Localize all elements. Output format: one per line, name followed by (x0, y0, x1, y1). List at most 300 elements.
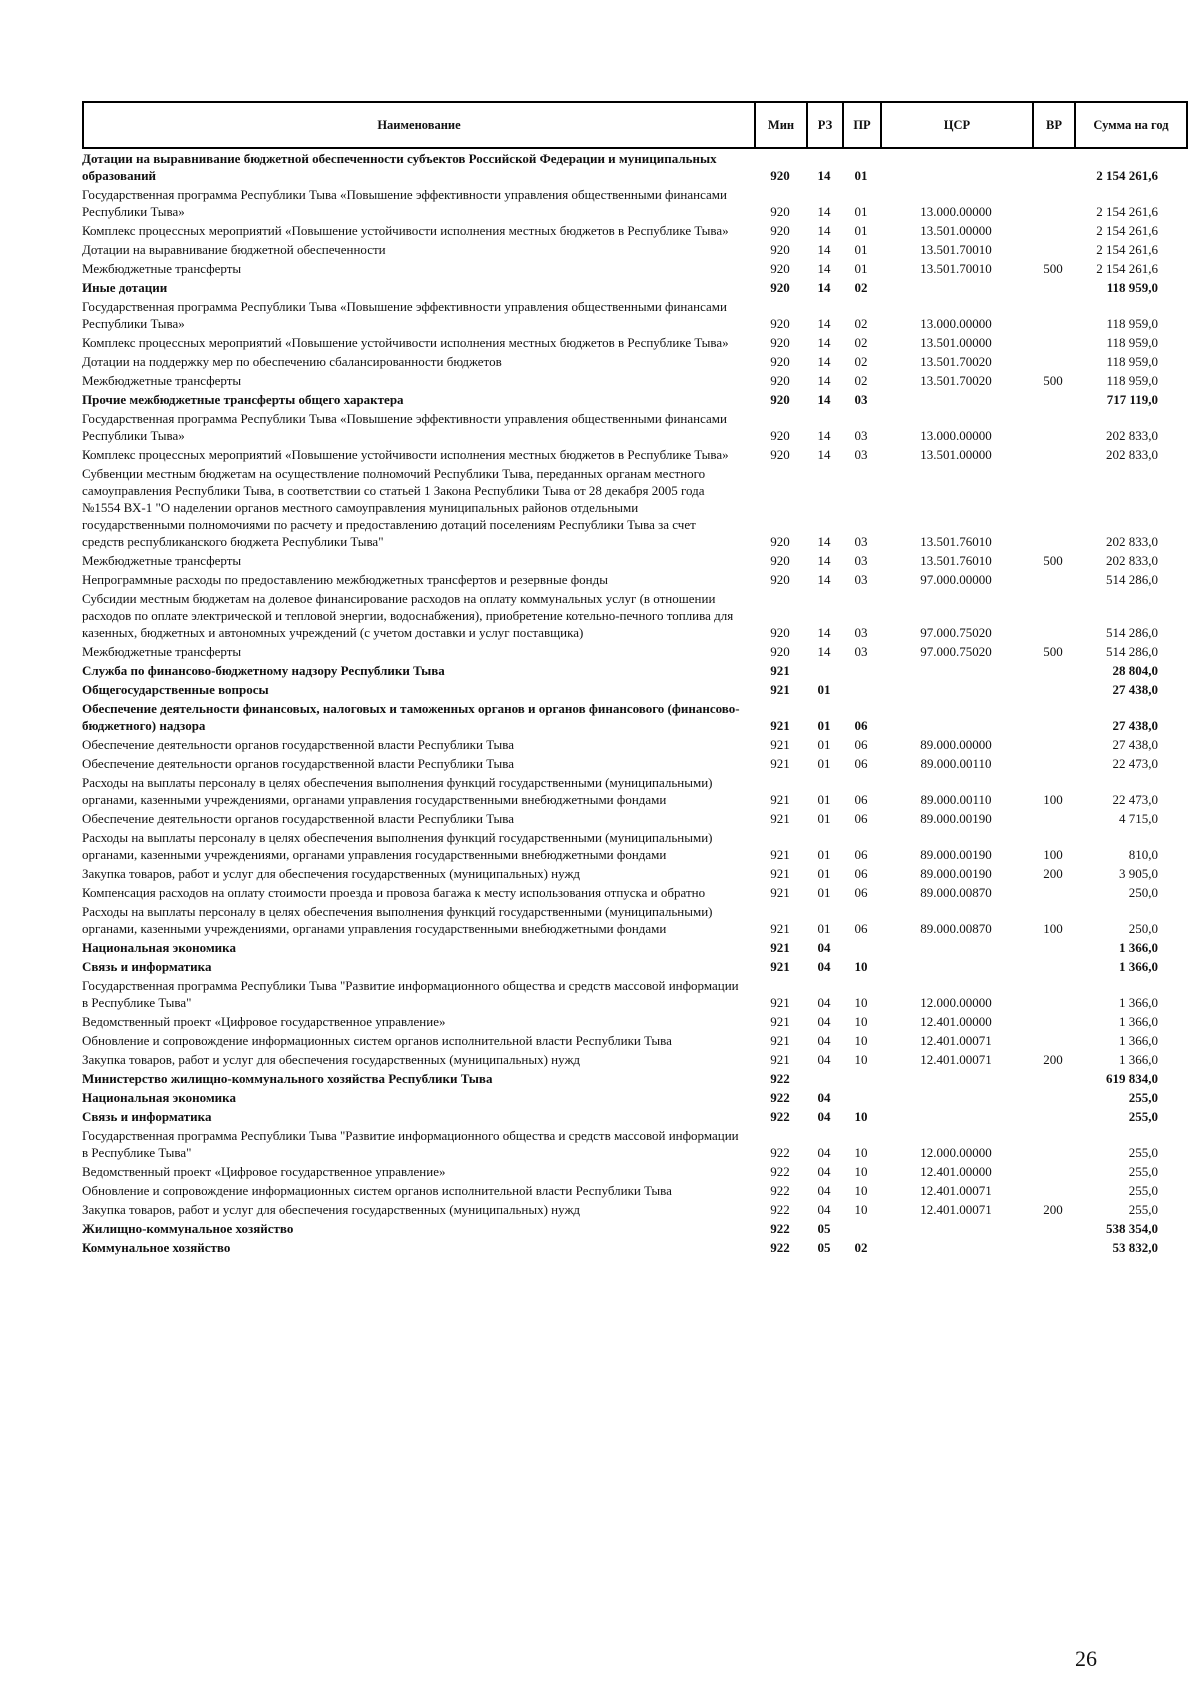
table-row (82, 884, 1186, 903)
cell-name: Комплекс процессных мероприятий «Повышение устойчивости исполнения местных бюджетов в Республике Тыва» (82, 335, 729, 350)
cell-pr: 10 (854, 1183, 868, 1198)
cell-rz: 14 (817, 373, 831, 388)
cell-min: 921 (770, 885, 790, 900)
cell-min: 922 (770, 1221, 790, 1236)
cell-sum: 202 833,0 (1106, 428, 1158, 443)
table-row (82, 1182, 1186, 1201)
cell-rz: 01 (817, 811, 831, 826)
cell-name: Прочие межбюджетные трансферты общего характера (82, 392, 404, 407)
cell-pr: 02 (854, 316, 868, 331)
cell-sum: 255,0 (1128, 1164, 1158, 1179)
cell-rz: 05 (817, 1240, 831, 1255)
cell-csr: 13.501.00000 (920, 447, 992, 462)
cell-sum: 118 959,0 (1106, 280, 1158, 295)
table-row (82, 372, 1186, 391)
table-row (82, 1127, 1186, 1163)
cell-pr: 06 (854, 885, 868, 900)
cell-min: 920 (770, 428, 790, 443)
cell-rz: 04 (817, 1202, 831, 1217)
table-row (82, 939, 1186, 958)
cell-pr: 10 (854, 1052, 868, 1067)
cell-sum: 2 154 261,6 (1096, 204, 1158, 219)
cell-name: Компенсация расходов на оплату стоимости проезда и провоза багажа к месту использования отпуска и обратно (82, 885, 706, 900)
cell-min: 920 (770, 572, 790, 587)
cell-min: 921 (770, 1033, 790, 1048)
cell-rz: 14 (817, 204, 831, 219)
cell-pr: 02 (854, 354, 868, 369)
cell-sum: 514 286,0 (1106, 572, 1158, 587)
cell-min: 921 (770, 718, 790, 733)
cell-min: 920 (770, 392, 790, 407)
cell-sum: 1 366,0 (1119, 1052, 1158, 1067)
cell-min: 921 (770, 1052, 790, 1067)
table-row (82, 681, 1186, 700)
cell-sum: 4 715,0 (1119, 811, 1158, 826)
cell-min: 920 (770, 447, 790, 462)
cell-min: 920 (770, 553, 790, 568)
cell-name: Расходы на выплаты персоналу в целях обеспечения выполнения функций государственными (муниципальными) органами, казенными учреждениями, органами управления государственными внебюджетными фондами (82, 830, 713, 862)
cell-min: 922 (770, 1145, 790, 1160)
cell-pr: 10 (854, 1014, 868, 1029)
cell-sum: 255,0 (1128, 1090, 1158, 1105)
table-row (82, 222, 1186, 241)
cell-pr: 03 (854, 625, 868, 640)
cell-sum: 619 834,0 (1106, 1071, 1158, 1086)
cell-name: Субвенции местным бюджетам на осуществление полномочий Республики Тыва, переданных органам местного самоуправления Республики Тыва, в соответствии со статьей 1 Закона Республики Тыва от 28 декабря 2005 года №1554 ВХ-1 "О наделении органов местного самоуправления муниципальных районов отдельными государственными полномочиями по расчету и предоставлению дотаций поселениям Республики Тыва за счет средств республиканского бюджета Республики Тыва" (82, 466, 706, 549)
cell-csr: 13.501.76010 (920, 534, 992, 549)
table-row (82, 1201, 1186, 1220)
cell-csr: 12.401.00071 (920, 1052, 992, 1067)
cell-min: 921 (770, 847, 790, 862)
cell-rz: 14 (817, 572, 831, 587)
cell-pr: 03 (854, 447, 868, 462)
cell-csr: 13.000.00000 (920, 316, 992, 331)
cell-rz: 04 (817, 1090, 831, 1105)
table-row (82, 571, 1186, 590)
cell-rz: 01 (817, 792, 831, 807)
cell-name: Закупка товаров, работ и услуг для обеспечения государственных (муниципальных) нужд (82, 1052, 581, 1067)
table-row (82, 353, 1186, 372)
cell-vr: 100 (1043, 847, 1063, 862)
cell-rz: 14 (817, 392, 831, 407)
cell-rz: 01 (817, 756, 831, 771)
cell-name: Межбюджетные трансферты (82, 644, 242, 659)
cell-name: Государственная программа Республики Тыва "Развитие информационного общества и средств массовой информации в Республике Тыва" (82, 1128, 739, 1160)
cell-rz: 01 (817, 866, 831, 881)
cell-rz: 14 (817, 553, 831, 568)
cell-pr: 06 (854, 737, 868, 752)
cell-pr: 06 (854, 811, 868, 826)
cell-sum: 1 366,0 (1119, 1014, 1158, 1029)
cell-rz: 04 (817, 1183, 831, 1198)
cell-min: 922 (770, 1071, 790, 1086)
cell-vr: 500 (1043, 644, 1063, 659)
cell-name: Государственная программа Республики Тыва "Развитие информационного общества и средств массовой информации в Республике Тыва" (82, 978, 739, 1010)
cell-min: 921 (770, 737, 790, 752)
cell-name: Обеспечение деятельности финансовых, налоговых и таможенных органов и органов финансового (финансово-бюджетного) надзора (82, 701, 740, 733)
table-row (82, 465, 1186, 552)
cell-name: Межбюджетные трансферты (82, 261, 242, 276)
table-row (82, 903, 1186, 939)
table-header (82, 101, 1188, 149)
cell-sum: 118 959,0 (1106, 373, 1158, 388)
cell-vr: 100 (1043, 921, 1063, 936)
cell-name: Министерство жилищно-коммунального хозяйства Республики Тыва (82, 1071, 493, 1086)
table-row (82, 1239, 1186, 1258)
cell-name: Расходы на выплаты персоналу в целях обеспечения выполнения функций государственными (муниципальными) органами, казенными учреждениями, органами управления государственными внебюджетными фондами (82, 775, 713, 807)
cell-csr: 89.000.00110 (920, 792, 992, 807)
cell-rz: 14 (817, 280, 831, 295)
cell-name: Комплекс процессных мероприятий «Повышение устойчивости исполнения местных бюджетов в Республике Тыва» (82, 223, 729, 238)
header-vr: ВР (1033, 102, 1075, 148)
cell-vr: 500 (1043, 553, 1063, 568)
cell-rz: 04 (817, 1052, 831, 1067)
table-row (82, 410, 1186, 446)
table-body (82, 150, 1186, 1258)
cell-rz: 05 (817, 1221, 831, 1236)
table-row (82, 1013, 1186, 1032)
cell-vr: 200 (1043, 866, 1063, 881)
cell-pr: 03 (854, 392, 868, 407)
table-row (82, 1108, 1186, 1127)
cell-rz: 14 (817, 534, 831, 549)
cell-rz: 01 (817, 737, 831, 752)
cell-min: 922 (770, 1202, 790, 1217)
cell-name: Государственная программа Республики Тыва «Повышение эффективности управления общественными финансами Республики Тыва» (82, 411, 727, 443)
cell-sum: 3 905,0 (1119, 866, 1158, 881)
cell-sum: 22 473,0 (1112, 792, 1158, 807)
cell-name: Коммунальное хозяйство (82, 1240, 231, 1255)
table-row (82, 298, 1186, 334)
cell-pr: 06 (854, 756, 868, 771)
table-row (82, 755, 1186, 774)
cell-min: 921 (770, 792, 790, 807)
cell-name: Комплекс процессных мероприятий «Повышение устойчивости исполнения местных бюджетов в Республике Тыва» (82, 447, 729, 462)
cell-name: Ведомственный проект «Цифровое государственное управление» (82, 1164, 446, 1179)
cell-min: 921 (770, 866, 790, 881)
cell-sum: 255,0 (1128, 1202, 1158, 1217)
cell-rz: 04 (817, 1164, 831, 1179)
cell-rz: 14 (817, 447, 831, 462)
cell-rz: 04 (817, 940, 831, 955)
cell-pr: 01 (854, 168, 868, 183)
cell-sum: 202 833,0 (1106, 553, 1158, 568)
table-row (82, 1220, 1186, 1239)
cell-pr: 10 (854, 959, 868, 974)
table-row (82, 810, 1186, 829)
cell-name: Дотации на поддержку мер по обеспечению сбалансированности бюджетов (82, 354, 502, 369)
cell-name: Иные дотации (82, 280, 168, 295)
cell-name: Обеспечение деятельности органов государственной власти Республики Тыва (82, 737, 514, 752)
cell-name: Межбюджетные трансферты (82, 373, 242, 388)
cell-min: 922 (770, 1183, 790, 1198)
cell-sum: 53 832,0 (1112, 1240, 1158, 1255)
table-row (82, 241, 1186, 260)
cell-csr: 12.401.00000 (920, 1164, 992, 1179)
cell-csr: 12.401.00071 (920, 1202, 992, 1217)
cell-rz: 01 (817, 718, 831, 733)
cell-pr: 02 (854, 335, 868, 350)
cell-pr: 01 (854, 261, 868, 276)
cell-min: 920 (770, 261, 790, 276)
cell-min: 920 (770, 625, 790, 640)
cell-pr: 01 (854, 204, 868, 219)
cell-name: Дотации на выравнивание бюджетной обеспеченности (82, 242, 386, 257)
cell-csr: 13.501.76010 (920, 553, 992, 568)
cell-sum: 202 833,0 (1106, 447, 1158, 462)
cell-pr: 10 (854, 1164, 868, 1179)
cell-sum: 1 366,0 (1119, 1033, 1158, 1048)
table-row (82, 700, 1186, 736)
table-row (82, 260, 1186, 279)
page-number: 26 (1075, 1646, 1097, 1671)
cell-sum: 27 438,0 (1112, 718, 1158, 733)
cell-sum: 118 959,0 (1106, 335, 1158, 350)
cell-csr: 89.000.00870 (920, 921, 992, 936)
cell-name: Национальная экономика (82, 1090, 236, 1105)
cell-csr: 12.401.00071 (920, 1183, 992, 1198)
cell-sum: 27 438,0 (1112, 737, 1158, 752)
cell-min: 920 (770, 335, 790, 350)
table-row (82, 552, 1186, 571)
table-row (82, 334, 1186, 353)
cell-rz: 01 (817, 682, 831, 697)
cell-name: Субсидии местным бюджетам на долевое финансирование расходов на оплату коммунальных услуг (в отношении расходов по оплате электрической и тепловой энергии, водоснабжения), приобретение котельно-печного топлива для казенных, бюджетных и автономных учреждений (с учетом доставки и услуг поставщика) (82, 591, 734, 640)
cell-csr: 89.000.00000 (920, 737, 992, 752)
cell-csr: 97.000.75020 (920, 625, 992, 640)
cell-pr: 10 (854, 1202, 868, 1217)
cell-name: Ведомственный проект «Цифровое государственное управление» (82, 1014, 446, 1029)
cell-csr: 12.401.00071 (920, 1033, 992, 1048)
cell-min: 921 (770, 663, 790, 678)
cell-rz: 04 (817, 1145, 831, 1160)
cell-rz: 14 (817, 261, 831, 276)
cell-rz: 04 (817, 959, 831, 974)
cell-vr: 200 (1043, 1052, 1063, 1067)
cell-name: Расходы на выплаты персоналу в целях обеспечения выполнения функций государственными (муниципальными) органами, казенными учреждениями, органами управления государственными внебюджетными фондами (82, 904, 713, 936)
cell-csr: 89.000.00190 (920, 866, 992, 881)
cell-rz: 14 (817, 168, 831, 183)
table-row (82, 279, 1186, 298)
cell-sum: 514 286,0 (1106, 625, 1158, 640)
table-row (82, 1051, 1186, 1070)
table-row (82, 1163, 1186, 1182)
cell-sum: 118 959,0 (1106, 316, 1158, 331)
cell-name: Обеспечение деятельности органов государственной власти Республики Тыва (82, 756, 514, 771)
cell-name: Служба по финансово-бюджетному надзору Республики Тыва (82, 663, 445, 678)
header-csr: ЦСР (881, 102, 1033, 148)
cell-min: 920 (770, 534, 790, 549)
cell-min: 920 (770, 644, 790, 659)
cell-min: 922 (770, 1109, 790, 1124)
cell-csr: 97.000.00000 (920, 572, 992, 587)
cell-csr: 13.000.00000 (920, 204, 992, 219)
cell-min: 920 (770, 223, 790, 238)
cell-min: 921 (770, 682, 790, 697)
cell-pr: 06 (854, 718, 868, 733)
table-row (82, 774, 1186, 810)
cell-min: 920 (770, 354, 790, 369)
cell-sum: 2 154 261,6 (1096, 261, 1158, 276)
cell-pr: 02 (854, 1240, 868, 1255)
cell-name: Непрограммные расходы по предоставлению межбюджетных трансфертов и резервные фонды (82, 572, 608, 587)
cell-rz: 14 (817, 428, 831, 443)
table-row (82, 391, 1186, 410)
table-row (82, 662, 1186, 681)
cell-min: 921 (770, 756, 790, 771)
cell-rz: 01 (817, 885, 831, 900)
header-sum: Сумма на год (1075, 102, 1187, 148)
table-row (82, 150, 1186, 186)
cell-csr: 12.000.00000 (920, 995, 992, 1010)
cell-name: Связь и информатика (82, 959, 212, 974)
table-row (82, 829, 1186, 865)
cell-rz: 04 (817, 995, 831, 1010)
cell-sum: 250,0 (1128, 921, 1158, 936)
cell-pr: 10 (854, 1033, 868, 1048)
cell-min: 921 (770, 940, 790, 955)
cell-sum: 118 959,0 (1106, 354, 1158, 369)
cell-name: Жилищно-коммунальное хозяйство (82, 1221, 294, 1236)
cell-csr: 13.501.70010 (920, 242, 992, 257)
cell-sum: 810,0 (1128, 847, 1158, 862)
cell-min: 921 (770, 811, 790, 826)
cell-pr: 06 (854, 792, 868, 807)
header-name: Наименование (83, 102, 755, 148)
cell-rz: 14 (817, 223, 831, 238)
cell-pr: 02 (854, 373, 868, 388)
cell-name: Обновление и сопровождение информационных систем органов исполнительной власти Республики Тыва (82, 1033, 672, 1048)
table-row (82, 1032, 1186, 1051)
cell-min: 920 (770, 242, 790, 257)
cell-name: Обеспечение деятельности органов государственной власти Республики Тыва (82, 811, 514, 826)
cell-pr: 03 (854, 428, 868, 443)
cell-name: Закупка товаров, работ и услуг для обеспечения государственных (муниципальных) нужд (82, 1202, 581, 1217)
cell-name: Общегосударственные вопросы (82, 682, 269, 697)
cell-pr: 02 (854, 280, 868, 295)
header-pr: ПР (843, 102, 881, 148)
cell-csr: 13.000.00000 (920, 428, 992, 443)
cell-sum: 1 366,0 (1119, 995, 1158, 1010)
cell-sum: 1 366,0 (1119, 959, 1158, 974)
cell-vr: 200 (1043, 1202, 1063, 1217)
cell-name: Дотации на выравнивание бюджетной обеспеченности субъектов Российской Федерации и муниципальных образований (82, 151, 717, 183)
cell-csr: 12.401.00000 (920, 1014, 992, 1029)
cell-min: 922 (770, 1164, 790, 1179)
cell-rz: 14 (817, 625, 831, 640)
table-row (82, 643, 1186, 662)
cell-sum: 2 154 261,6 (1096, 168, 1158, 183)
cell-pr: 10 (854, 1109, 868, 1124)
cell-sum: 1 366,0 (1119, 940, 1158, 955)
table-row (82, 736, 1186, 755)
table-row (82, 186, 1186, 222)
cell-sum: 538 354,0 (1106, 1221, 1158, 1236)
cell-pr: 03 (854, 553, 868, 568)
cell-rz: 14 (817, 316, 831, 331)
cell-csr: 89.000.00870 (920, 885, 992, 900)
cell-pr: 06 (854, 866, 868, 881)
cell-pr: 03 (854, 534, 868, 549)
cell-rz: 04 (817, 1033, 831, 1048)
cell-pr: 10 (854, 1145, 868, 1160)
table-row (82, 1089, 1186, 1108)
cell-vr: 500 (1043, 373, 1063, 388)
cell-csr: 13.501.70010 (920, 261, 992, 276)
cell-pr: 06 (854, 921, 868, 936)
cell-pr: 03 (854, 572, 868, 587)
cell-csr: 89.000.00190 (920, 811, 992, 826)
table-row (82, 977, 1186, 1013)
cell-name: Государственная программа Республики Тыва «Повышение эффективности управления общественными финансами Республики Тыва» (82, 299, 727, 331)
cell-rz: 14 (817, 242, 831, 257)
cell-rz: 14 (817, 644, 831, 659)
cell-sum: 717 119,0 (1106, 392, 1158, 407)
cell-sum: 2 154 261,6 (1096, 242, 1158, 257)
cell-csr: 12.000.00000 (920, 1145, 992, 1160)
cell-sum: 202 833,0 (1106, 534, 1158, 549)
cell-sum: 27 438,0 (1112, 682, 1158, 697)
cell-rz: 14 (817, 354, 831, 369)
cell-csr: 13.501.00000 (920, 223, 992, 238)
cell-name: Закупка товаров, работ и услуг для обеспечения государственных (муниципальных) нужд (82, 866, 581, 881)
cell-name: Национальная экономика (82, 940, 236, 955)
table-row (82, 958, 1186, 977)
cell-pr: 01 (854, 242, 868, 257)
cell-sum: 514 286,0 (1106, 644, 1158, 659)
cell-min: 921 (770, 995, 790, 1010)
cell-sum: 2 154 261,6 (1096, 223, 1158, 238)
cell-min: 922 (770, 1090, 790, 1105)
header-min: Мин (755, 102, 807, 148)
cell-name: Государственная программа Республики Тыва «Повышение эффективности управления общественными финансами Республики Тыва» (82, 187, 727, 219)
cell-min: 921 (770, 921, 790, 936)
cell-sum: 250,0 (1128, 885, 1158, 900)
cell-rz: 04 (817, 1109, 831, 1124)
cell-vr: 500 (1043, 261, 1063, 276)
cell-min: 920 (770, 280, 790, 295)
cell-csr: 13.501.70020 (920, 354, 992, 369)
cell-csr: 97.000.75020 (920, 644, 992, 659)
cell-vr: 100 (1043, 792, 1063, 807)
cell-rz: 14 (817, 335, 831, 350)
cell-name: Связь и информатика (82, 1109, 212, 1124)
cell-sum: 28 804,0 (1112, 663, 1158, 678)
cell-rz: 01 (817, 847, 831, 862)
cell-pr: 01 (854, 223, 868, 238)
cell-min: 920 (770, 168, 790, 183)
cell-sum: 255,0 (1128, 1145, 1158, 1160)
cell-pr: 03 (854, 644, 868, 659)
cell-min: 922 (770, 1240, 790, 1255)
header-rz: РЗ (807, 102, 843, 148)
cell-name: Обновление и сопровождение информационных систем органов исполнительной власти Республики Тыва (82, 1183, 672, 1198)
cell-csr: 13.501.00000 (920, 335, 992, 350)
cell-pr: 10 (854, 995, 868, 1010)
table-row (82, 590, 1186, 643)
table-row (82, 1070, 1186, 1089)
cell-csr: 89.000.00110 (920, 756, 992, 771)
cell-csr: 89.000.00190 (920, 847, 992, 862)
cell-min: 920 (770, 373, 790, 388)
cell-rz: 04 (817, 1014, 831, 1029)
cell-name: Межбюджетные трансферты (82, 553, 242, 568)
cell-min: 920 (770, 316, 790, 331)
table-row (82, 446, 1186, 465)
cell-rz: 01 (817, 921, 831, 936)
cell-min: 921 (770, 1014, 790, 1029)
cell-min: 920 (770, 204, 790, 219)
